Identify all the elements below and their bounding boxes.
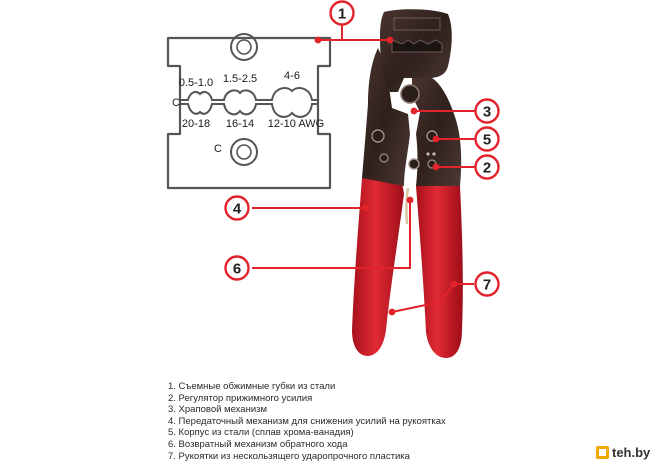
die-marker-bottom: C	[214, 143, 222, 155]
die-label-bottom-2: 16-14	[225, 118, 255, 130]
die-bolt-hole-bottom	[231, 139, 257, 165]
callout-2	[476, 156, 499, 179]
callout-3	[476, 100, 499, 123]
callout-1	[331, 2, 354, 25]
legend-list	[168, 381, 608, 462]
die-label-top-3: 4-6	[284, 70, 300, 82]
legend-item-2: 2. Регулятор прижимного усилия	[168, 392, 313, 404]
die-label-top-2: 1.5-2.5	[222, 73, 258, 85]
callout-4-number: 4	[232, 200, 242, 218]
watermark-logo-icon	[596, 446, 609, 459]
callout-4	[226, 197, 249, 220]
crimping-tool	[352, 9, 463, 358]
legend-item-4: 4. Передаточный механизм для снижения усилий на рукоятках	[168, 415, 446, 427]
die-label-bottom-3: 12-10 AWG	[267, 118, 325, 130]
callout-6-number: 6	[232, 260, 242, 278]
callout-7-number: 7	[482, 276, 492, 294]
legend-item-6: 6. Возвратный механизм обратного хода	[168, 438, 348, 450]
legend-item-1: 1. Съемные обжимные губки из стали	[168, 381, 336, 392]
watermark	[596, 444, 650, 460]
right-handle	[416, 180, 463, 358]
callout-5	[476, 128, 499, 151]
left-handle	[352, 175, 404, 356]
die-plate	[168, 34, 330, 188]
watermark-text: teh.by	[612, 444, 651, 460]
callout-6	[226, 257, 249, 280]
callout-5-number: 5	[482, 131, 492, 149]
callout-7	[476, 273, 499, 296]
callout-2-number: 2	[482, 159, 492, 177]
ratchet-gear	[401, 85, 419, 103]
legend-item-5: 5. Корпус из стали (сплав хрома-ванадия)	[168, 427, 354, 439]
die-label-bottom-1: 20-18	[181, 118, 211, 130]
callout-1-number: 1	[337, 5, 347, 23]
die-label-top-1: 0.5-1.0	[178, 77, 214, 89]
legend-item-3: 3. Храповой механизм	[168, 404, 268, 416]
legend-item-7: 7. Рукоятки из нескользящего ударопрочного пластика	[168, 450, 410, 462]
die-marker-side: C	[172, 97, 180, 109]
callout-3-number: 3	[482, 103, 492, 121]
